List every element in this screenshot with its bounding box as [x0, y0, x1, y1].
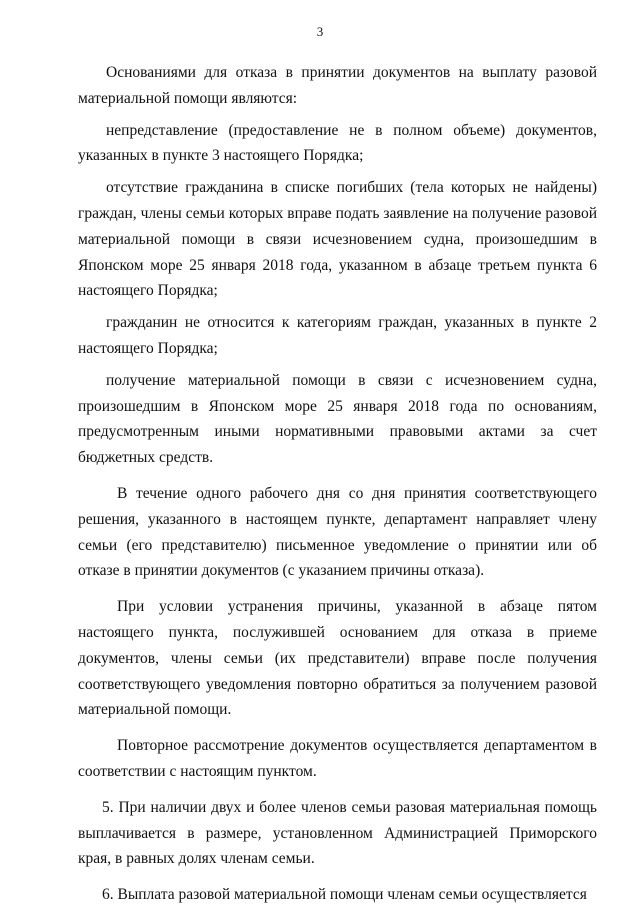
paragraph-item-5: 5. При наличии двух и более членов семьи разовая материальная помощь выплачивается в размере, установленном Администрацией Приморского края, в равных долях членам семьи.: [78, 798, 597, 868]
paragraph-category: гражданин не относится к категориям граждан, указанных в пункте 2 настоящего Порядка;: [78, 314, 597, 357]
document-body: [78, 60, 597, 908]
page-number: 3: [316, 24, 324, 39]
paragraph-review: Повторное рассмотрение документов осуществляется департаментом в соответствии с настоящим пунктом.: [78, 737, 597, 780]
paragraph-other-aid: получение материальной помощи в связи с исчезновением судна, произошедшим в Японском море 25 января 2018 года по основаниям, предусмотренным иными нормативными правовыми актами за счет бюджетных средств.: [78, 371, 597, 467]
paragraph-notification: В течение одного рабочего дня со дня принятия соответствующего решения, указанного в настоящем пункте, департамент направляет члену семьи (его представителю) письменное уведомление о принятии или об отказе в принятии документов (с указанием причины отказа).: [78, 484, 597, 580]
paragraph-nonsubmission: непредставление (предоставление не в полном объеме) документов, указанных в пункте 3 настоящего Порядка;: [78, 121, 597, 165]
paragraph-reapply: При условии устранения причины, указанной в абзаце пятом настоящего пункта, послужившей основанием для отказа в приеме документов, члены семьи (их представители) вправе после получения соответствующего уведомления повторно обратиться за получением разовой материальной помощи.: [78, 598, 597, 719]
paragraph-refusal-grounds: Основаниями для отказа в принятии документов на выплату разовой материальной помощи являются:: [78, 64, 597, 107]
paragraph-item-6: 6. Выплата разовой материальной помощи членам семьи осуществляется: [102, 886, 587, 904]
paragraph-not-in-list: отсутствие гражданина в списке погибших (тела которых не найдены) граждан, члены семьи которых вправе подать заявление на получение разовой материальной помощи в связи исчезновением судна, произошедшим в Японском море 25 января 2018 года, указанном в абзаце третьем пункта 6 настоящего Порядка;: [78, 179, 597, 300]
